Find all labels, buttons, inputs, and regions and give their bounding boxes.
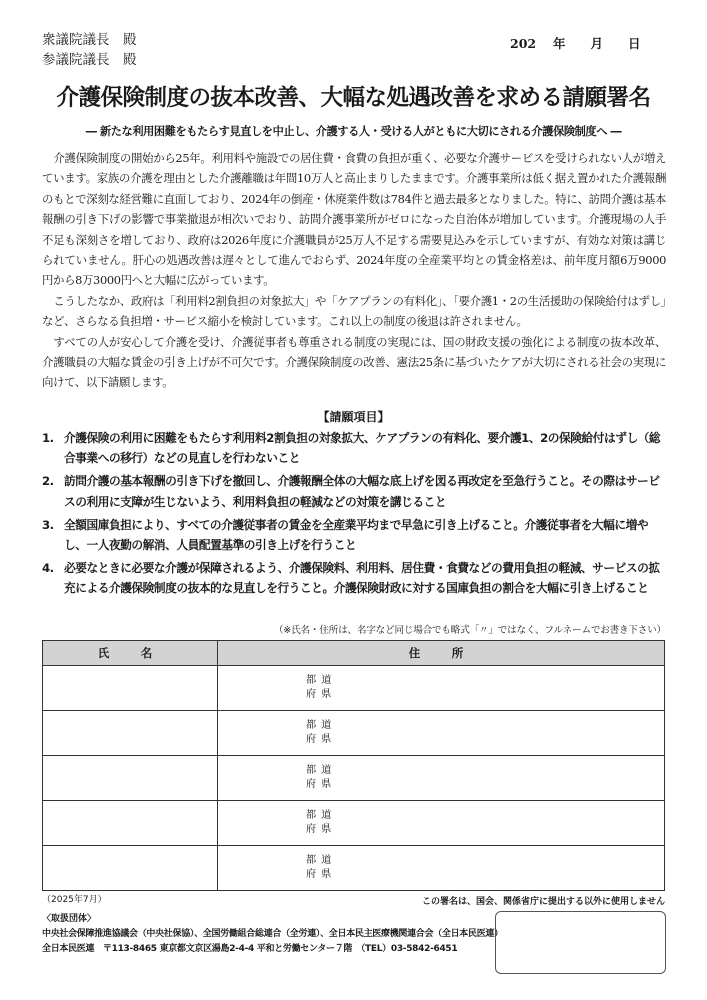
petition-item-number: 1. [42, 431, 54, 445]
page-title: 介護保険制度の抜本改善、大幅な処遇改善を求める請願署名 [56, 85, 651, 111]
page-subtitle: ― 新たな利用困難をもたらす見直しを中止し、介護する人・受ける人がともに大切にされる介護保険制度へ ― [85, 125, 622, 138]
body-paragraph: 介護保険制度の開始から25年。利用料や施設での居住費・食費の負担が重く、必要な介護サービスを受けられない人が増えています。家族の介護を理由とした介護離職は年間10万人と高止まりしたままです。介護事業所は低く据え置かれた介護報酬のもとで深刻な経営難に直面しており、2024年の倒産・休廃業件数は784件と過去最多となりました。特に、訪問介護は基本報酬の引き下げの影響で事業撤退が相次いでおり、訪問介護事業所がゼロになった自治体が増加しています。介護現場の人手不足も深刻さを増しており、政府は2026年度に介護職員が25万人不足する需要見込みを示していますが、有効な対策は講じられていません。肝心の処遇改善は遅々として進んでおらず、2024年度の全産業平均との賃金格差は、前年度月額6万9000円から8万3000円へと大幅に広がっています。 [42, 151, 666, 288]
date-field: 202 年 月 日 [510, 36, 641, 51]
body-paragraph: こうしたなか、政府は「利用料2割負担の対象拡大」や「ケアプランの有料化」、「要介護1・2の生活援助の保険給付はずし」など、さらなる負担増・サービス縮小を検討しています。これ以上の制度の後退は許されません。 [42, 293, 666, 329]
signature-row [43, 666, 665, 711]
prefecture-label-top: 都道 [306, 810, 337, 821]
prefecture-label-bottom: 府県 [306, 869, 337, 880]
organizations-heading: 〈取扱団体〉 [42, 914, 97, 924]
address-input-cell[interactable] [218, 846, 665, 891]
column-header-address: 住 所 [218, 641, 665, 666]
name-input-cell[interactable] [43, 666, 218, 711]
petition-items-list [42, 428, 668, 602]
petition-item-number: 2. [42, 474, 54, 489]
prefecture-label-top: 都道 [306, 675, 337, 686]
name-input-cell[interactable] [43, 846, 218, 891]
body-text [42, 148, 666, 393]
addressee-block [42, 30, 137, 70]
signature-row [43, 801, 665, 846]
signature-row [43, 756, 665, 801]
addressee-house-of-representatives: 衆議院議長 殿 [42, 32, 137, 48]
organizations-list: 中央社会保障推進協議会（中央社保協）、全国労働組合総連合（全労連）、全日本民主医療機関連合会（全日本民医連） [42, 929, 503, 939]
signature-table-header [43, 641, 665, 666]
signature-row [43, 846, 665, 891]
body-paragraph: すべての人が安心して介護を受け、介護従事者も尊重される制度の実現には、国の財政支援の強化による制度の抜本改革、介護職員の大幅な賃金の引き上げが不可欠です。介護保険制度の改善、憲法25条に基づいたケアが大切にされる社会の実現に向けて、以下請願します。 [42, 334, 666, 390]
addressee-house-of-councillors: 参議院議長 殿 [42, 52, 137, 68]
name-input-cell[interactable] [43, 711, 218, 756]
petition-items-heading: 【請願項目】 [317, 410, 390, 424]
name-input-cell[interactable] [43, 756, 218, 801]
prefecture-label-bottom: 府県 [306, 689, 337, 700]
signature-instruction-note: （※氏名・住所は、名字など同じ場合でも略式「〃」ではなく、フルネームでお書き下さい） [273, 625, 666, 636]
column-header-name: 氏 名 [43, 641, 218, 666]
stamp-box [495, 911, 666, 974]
petition-item-text: 訪問介護の基本報酬の引き下げを撤回し、介護報酬全体の大幅な底上げを図る再改定を至急行うこと。その際はサービスの利用に支障が生じないよう、利用料負担の軽減などの対策を講じること [64, 474, 660, 509]
petition-item [42, 471, 668, 511]
signature-table [42, 640, 665, 891]
prefecture-label-top: 都道 [306, 765, 337, 776]
petition-item [42, 428, 668, 468]
petition-item-number: 4. [42, 561, 54, 576]
prefecture-label-bottom: 府県 [306, 779, 337, 790]
address-input-cell[interactable] [218, 756, 665, 801]
usage-note: この署名は、国会、関係省庁に提出する以外に使用しません [421, 897, 665, 907]
address-input-cell[interactable] [218, 801, 665, 846]
name-input-cell[interactable] [43, 801, 218, 846]
petition-item [42, 515, 668, 555]
prefecture-label-bottom: 府県 [306, 824, 337, 835]
prefecture-label-bottom: 府県 [306, 734, 337, 745]
petition-item-text: 全額国庫負担により、すべての介護従事者の賃金を全産業平均まで早急に引き上げること。介護従事者を大幅に増やし、一人夜勤の解消、人員配置基準の引き上げを行うこと [64, 517, 649, 553]
prefecture-label-top: 都道 [306, 855, 337, 866]
address-input-cell[interactable] [218, 666, 665, 711]
petition-item-text: 介護保険の利用に困難をもたらす利用料2割負担の対象拡大、ケアプランの有料化、要介護1、2の保険給付はずし（総合事業への移行）などの見直しを行わないこと [64, 431, 661, 466]
prefecture-label-top: 都道 [306, 720, 337, 731]
petition-item-text: 必要なときに必要な介護が保障されるよう、介護保険料、利用料、居住費・食費などの費用負担の軽減、サービスの拡充による介護保険制度の抜本的な見直しを行うこと。介護保険財政に対する国庫負担の割合を大幅に引き上げること [64, 561, 660, 596]
signature-row [43, 711, 665, 756]
contact-address: 全日本民医連 〒113-8465 東京都文京区湯島2-4-4 平和と労働センター７階 （TEL）03-5842-6451 [42, 944, 458, 954]
address-input-cell[interactable] [218, 711, 665, 756]
petition-item [42, 558, 668, 598]
issue-date-note: （2025年7月） [42, 895, 107, 905]
petition-item-number: 3. [42, 517, 54, 532]
